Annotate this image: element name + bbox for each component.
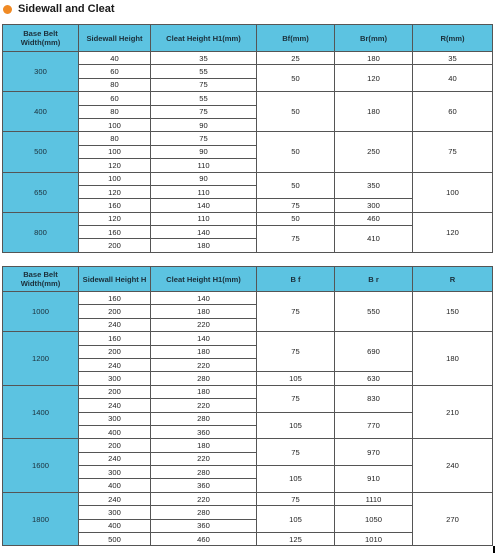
cleat-height-cell: 110 [151, 185, 257, 198]
bf-cell: 75 [257, 492, 335, 505]
r-cell: 180 [413, 332, 493, 386]
section-title [3, 0, 115, 18]
sidewall-cleat-table-2 [2, 266, 493, 546]
base-belt-width-cell: 300 [3, 52, 79, 92]
bf-cell: 75 [257, 439, 335, 466]
sidewall-height-cell: 300 [79, 506, 151, 519]
r-cell: 240 [413, 439, 493, 493]
cleat-height-cell: 180 [151, 345, 257, 358]
sidewall-height-cell: 160 [79, 292, 151, 305]
br-cell: 350 [335, 172, 413, 199]
br-cell: 180 [335, 52, 413, 65]
header-sidewall-height: Sidewall Height [79, 25, 151, 52]
br-cell: 120 [335, 65, 413, 92]
bf-cell: 75 [257, 385, 335, 412]
sidewall-height-cell: 200 [79, 385, 151, 398]
sidewall-height-cell: 120 [79, 185, 151, 198]
sidewall-height-cell: 500 [79, 533, 151, 546]
bf-cell: 105 [257, 506, 335, 533]
header-base-belt-width: Base Belt Width(mm) [3, 267, 79, 292]
bf-cell: 75 [257, 332, 335, 372]
cleat-height-cell: 280 [151, 412, 257, 425]
sidewall-height-cell: 400 [79, 425, 151, 438]
cleat-height-cell: 180 [151, 239, 257, 252]
cleat-height-cell: 280 [151, 372, 257, 385]
br-cell: 970 [335, 439, 413, 466]
bf-cell: 50 [257, 65, 335, 92]
cleat-height-cell: 140 [151, 226, 257, 239]
base-belt-width-cell: 400 [3, 92, 79, 132]
r-cell: 270 [413, 492, 493, 546]
br-cell: 910 [335, 466, 413, 493]
cleat-height-cell: 110 [151, 212, 257, 225]
bf-cell: 75 [257, 199, 335, 212]
cleat-height-cell: 90 [151, 145, 257, 158]
sidewall-height-cell: 40 [79, 52, 151, 65]
sidewall-height-cell: 400 [79, 519, 151, 532]
bf-cell: 25 [257, 52, 335, 65]
r-cell: 40 [413, 65, 493, 92]
header-r: R(mm) [413, 25, 493, 52]
br-cell: 300 [335, 199, 413, 212]
table-row [3, 172, 493, 185]
base-belt-width-cell: 500 [3, 132, 79, 172]
bf-cell: 105 [257, 412, 335, 439]
cleat-height-cell: 75 [151, 105, 257, 118]
cleat-height-cell: 35 [151, 52, 257, 65]
cleat-height-cell: 110 [151, 159, 257, 172]
br-cell: 550 [335, 292, 413, 332]
bullet-icon [3, 5, 12, 14]
br-cell: 1050 [335, 506, 413, 533]
base-belt-width-cell: 1200 [3, 332, 79, 386]
br-cell: 630 [335, 372, 413, 385]
header-row [3, 25, 493, 52]
bf-cell: 75 [257, 292, 335, 332]
sidewall-height-cell: 160 [79, 332, 151, 345]
br-cell: 1110 [335, 492, 413, 505]
sidewall-height-cell: 240 [79, 492, 151, 505]
base-belt-width-cell: 1800 [3, 492, 79, 546]
table-row [3, 492, 493, 505]
br-cell: 690 [335, 332, 413, 372]
cleat-height-cell: 280 [151, 466, 257, 479]
sidewall-height-cell: 240 [79, 452, 151, 465]
br-cell: 180 [335, 92, 413, 132]
sidewall-height-cell: 80 [79, 105, 151, 118]
cleat-height-cell: 55 [151, 92, 257, 105]
sidewall-height-cell: 100 [79, 172, 151, 185]
bf-cell: 50 [257, 92, 335, 132]
sidewall-height-cell: 400 [79, 479, 151, 492]
r-cell: 210 [413, 385, 493, 439]
sidewall-height-cell: 100 [79, 118, 151, 131]
header-sidewall-height: Sidewall Height H [79, 267, 151, 292]
header-cleat-height: Cleat Height H1(mm) [151, 25, 257, 52]
base-belt-width-cell: 1400 [3, 385, 79, 439]
r-cell: 35 [413, 52, 493, 65]
sidewall-height-cell: 120 [79, 212, 151, 225]
table-row [3, 52, 493, 65]
cleat-height-cell: 220 [151, 452, 257, 465]
sidewall-height-cell: 60 [79, 65, 151, 78]
sidewall-height-cell: 120 [79, 159, 151, 172]
cleat-height-cell: 75 [151, 78, 257, 91]
sidewall-cleat-table-1 [2, 24, 493, 253]
sidewall-height-cell: 160 [79, 199, 151, 212]
cleat-height-cell: 180 [151, 385, 257, 398]
sidewall-height-cell: 300 [79, 412, 151, 425]
r-cell: 150 [413, 292, 493, 332]
br-cell: 830 [335, 385, 413, 412]
bf-cell: 50 [257, 212, 335, 225]
sidewall-height-cell: 200 [79, 305, 151, 318]
cleat-height-cell: 90 [151, 172, 257, 185]
cleat-height-cell: 220 [151, 399, 257, 412]
bf-cell: 105 [257, 372, 335, 385]
table-row [3, 92, 493, 105]
cleat-height-cell: 140 [151, 199, 257, 212]
sidewall-height-cell: 240 [79, 318, 151, 331]
br-cell: 460 [335, 212, 413, 225]
section-title-text: Sidewall and Cleat [18, 3, 115, 15]
header-bf: B f [257, 267, 335, 292]
header-br: B r [335, 267, 413, 292]
r-cell: 100 [413, 172, 493, 212]
sidewall-height-cell: 100 [79, 145, 151, 158]
r-cell: 120 [413, 212, 493, 252]
cleat-height-cell: 360 [151, 425, 257, 438]
cleat-height-cell: 460 [151, 533, 257, 546]
header-cleat-height: Cleat Height H1(mm) [151, 267, 257, 292]
cleat-height-cell: 220 [151, 358, 257, 371]
sidewall-height-cell: 160 [79, 226, 151, 239]
cleat-height-cell: 90 [151, 118, 257, 131]
table-row [3, 212, 493, 225]
header-base-belt-width: Base Belt Width(mm) [3, 25, 79, 52]
cleat-height-cell: 280 [151, 506, 257, 519]
table-row [3, 332, 493, 345]
base-belt-width-cell: 1600 [3, 439, 79, 493]
r-cell: 75 [413, 132, 493, 172]
cleat-height-cell: 220 [151, 318, 257, 331]
cleat-height-cell: 360 [151, 519, 257, 532]
cleat-height-cell: 180 [151, 305, 257, 318]
header-bf: Bf(mm) [257, 25, 335, 52]
sidewall-height-cell: 300 [79, 466, 151, 479]
bf-cell: 105 [257, 466, 335, 493]
table-row [3, 132, 493, 145]
cleat-height-cell: 55 [151, 65, 257, 78]
base-belt-width-cell: 650 [3, 172, 79, 212]
sidewall-height-cell: 60 [79, 92, 151, 105]
br-cell: 250 [335, 132, 413, 172]
sidewall-height-cell: 200 [79, 439, 151, 452]
br-cell: 770 [335, 412, 413, 439]
br-cell: 410 [335, 226, 413, 253]
sidewall-height-cell: 240 [79, 399, 151, 412]
cleat-height-cell: 140 [151, 292, 257, 305]
base-belt-width-cell: 1000 [3, 292, 79, 332]
table-row [3, 292, 493, 305]
table-row [3, 439, 493, 452]
sidewall-height-cell: 80 [79, 78, 151, 91]
sidewall-height-cell: 300 [79, 372, 151, 385]
sidewall-height-cell: 80 [79, 132, 151, 145]
bf-cell: 50 [257, 132, 335, 172]
sidewall-height-cell: 240 [79, 358, 151, 371]
sidewall-height-cell: 200 [79, 345, 151, 358]
bf-cell: 50 [257, 172, 335, 199]
header-r: R [413, 267, 493, 292]
cleat-height-cell: 360 [151, 479, 257, 492]
cleat-height-cell: 220 [151, 492, 257, 505]
table-row [3, 385, 493, 398]
br-cell: 1010 [335, 533, 413, 546]
cleat-height-cell: 180 [151, 439, 257, 452]
bf-cell: 125 [257, 533, 335, 546]
bf-cell: 75 [257, 226, 335, 253]
header-br: Br(mm) [335, 25, 413, 52]
header-row [3, 267, 493, 292]
base-belt-width-cell: 800 [3, 212, 79, 252]
r-cell: 60 [413, 92, 493, 132]
sidewall-height-cell: 200 [79, 239, 151, 252]
cleat-height-cell: 75 [151, 132, 257, 145]
cleat-height-cell: 140 [151, 332, 257, 345]
